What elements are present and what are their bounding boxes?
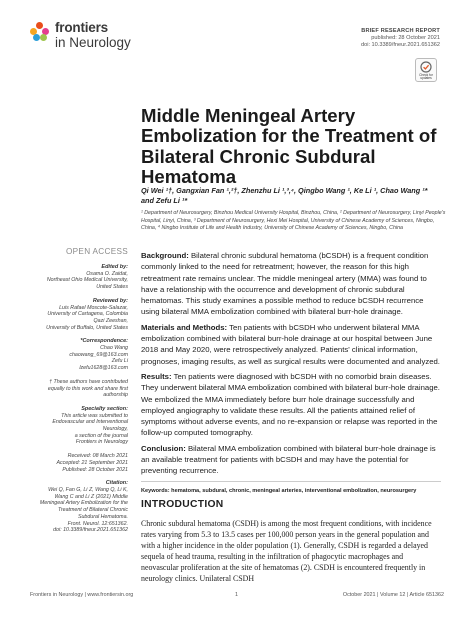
sidebar-line: Osama O. Zaidat,	[86, 270, 128, 277]
check-updates-label: Check for updates	[419, 73, 433, 81]
introduction-heading: INTRODUCTION	[141, 499, 224, 510]
sidebar-section-heading: *Correspondence:	[80, 338, 128, 345]
sidebar-line: Zefu Li	[111, 358, 128, 365]
journal-name: in Neurology	[55, 34, 131, 50]
open-access-label: OPEN ACCESS	[66, 247, 128, 256]
sidebar-line: Treatment of Bilateral Chronic	[58, 507, 128, 514]
conclusion-label: Conclusion:	[141, 443, 186, 453]
sidebar-section	[30, 480, 128, 534]
sidebar-line: University of Cartagena, Colombia	[47, 311, 128, 318]
sidebar-section	[30, 338, 128, 372]
article-type: BRIEF RESEARCH REPORT	[361, 28, 440, 34]
sidebar-section	[30, 453, 128, 473]
frontiers-logo[interactable]	[30, 21, 131, 49]
sidebar-section-heading: Edited by:	[101, 264, 128, 270]
results-text: Ten patients were diagnosed with bCSDH with no comorbid brain diseases. They underwent bilateral MMA embolization combined with bilateral burr-hole drainage. We embolized the MMA immediately before burr hole drainage successfully and employed angiography to validate these results. All the patients attained relief of symptoms without adverse events, and no re-expansion or relapse was reported in the follow-up computed tomography.	[141, 371, 440, 438]
abstract-results	[141, 371, 441, 439]
sidebar-section	[30, 406, 128, 446]
article-sidebar	[30, 247, 128, 541]
methods-label: Materials and Methods:	[141, 322, 228, 332]
sidebar-line: a section of the journal	[74, 432, 128, 439]
keywords-label: Keywords:	[141, 487, 170, 494]
sidebar-line: University of Buffalo, United States	[46, 324, 128, 331]
background-label: Background:	[141, 251, 189, 260]
article-doi[interactable]: doi: 10.3389/fneur.2021.651362	[360, 42, 440, 49]
sidebar-line[interactable]: lzefu1628@163.com	[79, 365, 128, 372]
sidebar-line: Chao Wang	[100, 345, 128, 352]
page-footer	[30, 592, 444, 602]
introduction-text: Chronic subdural hematoma (CSDH) is among the most frequent conditions, with incidence rates varying from 5.3 to 13.5 cases per 100,000 person years in the general population and with a higher incidence in the older population (1). Generally, CSDH is regarded a delayed sequela of head trauma, resulting in the infiltration of phagocytic macrophages and neovascular proliferation at the site of hematomas (2). CSDH is encountered frequently in neurology clinics. Unilateral CSDH	[141, 519, 432, 584]
sidebar-line: Meningeal Artery Embolization for the	[39, 500, 128, 507]
article-meta	[361, 28, 440, 50]
conclusion-text: Bilateral MMA embolization combined with bilateral burr-hole drainage is an available treatment for patients with bCSDH and may have the potential for preventing recurrence.	[141, 443, 436, 476]
sidebar-line: Subdural Hematoma.	[77, 513, 128, 520]
sidebar-line: Wei Q, Fan G, Li Z, Wang Q, Li K,	[48, 486, 128, 493]
frontiers-logo-icon	[30, 22, 50, 42]
check-for-updates-button[interactable]	[415, 58, 437, 82]
article-title: Middle Meningeal Artery Embolization for the Treatment of Bilateral Chronic Subdural Hematoma	[141, 105, 437, 188]
sidebar-line: Wang C and Li Z (2021) Middle	[54, 493, 128, 500]
sidebar-line[interactable]: doi: 10.3389/fneur.2021.651362	[53, 527, 128, 534]
sidebar-line: Northeast Ohio Medical University,	[46, 277, 128, 284]
keywords-text: hematoma, subdural, chronic, meningeal arteries, interventional embolization, neurosurgery	[171, 487, 417, 494]
sidebar-section-heading: Citation:	[105, 480, 128, 487]
sidebar-line: United States	[96, 284, 128, 291]
page-number: 1	[235, 592, 238, 598]
sidebar-line: Endovascular and Interventional	[52, 419, 128, 426]
sidebar-line: Front. Neurol. 12:651362.	[67, 520, 128, 527]
publisher-name: frontiers	[55, 20, 108, 35]
abstract-conclusion	[141, 443, 441, 477]
sidebar-line[interactable]: chaowang_69@163.com	[69, 351, 128, 358]
sidebar-section	[30, 298, 128, 332]
sidebar-line: authorship	[103, 392, 128, 399]
sidebar-section	[30, 264, 128, 291]
sidebar-line: Published: 28 October 2021	[62, 466, 128, 473]
footer-journal-link[interactable]: Frontiers in Neurology | www.frontiersin.org	[30, 592, 134, 598]
sidebar-line: Accepted: 21 September 2021	[56, 459, 128, 466]
results-label: Results:	[141, 371, 172, 381]
abstract-background	[141, 250, 441, 318]
sidebar-line: Neurology,	[102, 426, 128, 433]
abstract	[141, 250, 441, 495]
sidebar-line: Frontiers in Neurology	[75, 439, 128, 446]
footer-issue-info: October 2021 | Volume 12 | Article 651362	[342, 592, 444, 598]
methods-text: Ten patients with bCSDH who underwent bilateral MMA embolization combined with bilateral burr-hole drainage at our hospital between June 2018 and May 2020, were retrospectively analyzed. Patients' clinical information, prognoses, imaging results, as well as surgical results were documented and analyzed.	[141, 322, 440, 366]
affiliations: ¹ Department of Neurosurgery, Binzhou Medical University Hospital, Binzhou, China, ² Department of Neurosurgery, Linyi People's Hospital, Linyi, China, ³ Department of Neurosurgery, Hexi Mei Hospital, University of Chinese Academy of Sciences, Ningbo, China, ⁴ Ningbo Institute of Life and Health Industry, University of Chinese Academy of Sciences, Ningbo, China	[141, 210, 446, 232]
abstract-methods	[141, 322, 441, 367]
published-date: published: 28 October 2021	[371, 35, 440, 42]
sidebar-section-heading: Specialty section:	[81, 405, 128, 412]
sidebar-line: equally to this work and share first	[47, 385, 128, 392]
author-list: Qi Wei ¹†, Gangxian Fan ¹,²†, Zhenzhu Li ¹,³,⁴, Qingbo Wang ¹, Ke Li ¹, Chao Wang ¹* and Zefu Li ¹*	[141, 186, 428, 206]
sidebar-line: This article was submitted to	[61, 412, 128, 419]
sidebar-line: Qazi Zeeshan,	[93, 317, 128, 324]
sidebar-section	[30, 379, 128, 399]
sidebar-line: Received: 08 March 2021	[67, 453, 128, 460]
sidebar-line: † These authors have contributed	[49, 378, 128, 385]
sidebar-line: Luis Rafael Moscote-Salazar,	[59, 304, 128, 311]
check-updates-icon	[420, 61, 432, 73]
sidebar-section-heading: Reviewed by:	[92, 297, 128, 304]
background-text: Bilateral chronic subdural hematoma (bCSDH) is a frequent condition commonly linked to the need for retreatment; however, the reason for this high retreatment rate remains unclear. The middle meningeal artery (MMA) was found to have a relationship with the occurrence and development of chronic subdural hematomas. This study examines a possible method to reduce bCSDH recurrence using bilateral MMA embolization combined with bilateral burr-hole drainage.	[141, 251, 429, 317]
keywords	[141, 481, 441, 495]
